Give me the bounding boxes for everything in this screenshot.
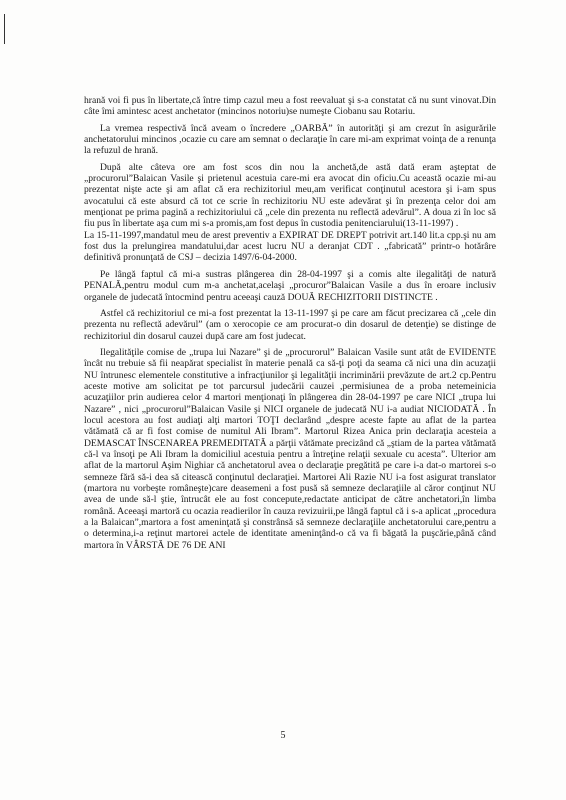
paragraph-6: Astfel că rechizitoriul ce mi-a fost prezentat la 13-11-1997 şi pe care am făcut precizarea că „cele din prezenta nu reflectă adevărul” (am o xerocopie ce am procurat-o din dosarul de detenţie) se distinge de rechizitoriul din dosarul cauzei după care am fost judecat. [84,307,496,342]
body-text [84,95,496,551]
paragraph-2: La vremea respectivă încă aveam o încredere „OARBĂ” în autorităţi şi am crezut în asigurările anchetatorului mincinos ,ocazie cu care am semnat o declaraţie în care mi-am exprimat voinţa de a renunţa la refuzul de hrană. [84,122,496,157]
page-number: 5 [280,730,286,741]
paragraph-7: Ilegalităţile comise de „trupa lui Nazare” şi de „procurorul” Balaican Vasile sunt atât de EVIDENTE încât nu trebuie să fii neapărat specialist în materie penală ca să-ţi poţi da seama că nici una din acuzaţii NU întrunesc elementele constitutive a infracţiunilor şi legalităţii incriminării prevăzute de art.2 cp.Pentru aceste motive am solicitat pe tot parcursul judecării cauzei ,permisiunea de a proba netemeinicia acuzaţiilor prin audierea celor 4 martori menţionaţi în plângerea din 28-04-1997 pe care NICI „trupa lui Nazare” , nici „procurorul”Balaican Vasile şi NICI organele de judecată NU i-a audiat NICIODATĂ . În locul acestora au fost audiaţi alţi martori TOŢI declarând „despre aceste fapte au aflat de la partea vătămată că ar fi fost comise de numitul Ali Ibram”. Martorul Rizea Anica prin declaraţia acesteia a DEMASCAT ÎNSCENAREA PREMEDITATĂ a părţii vătămate precizând că „ştiam de la partea vătămată că-l va însoţi pe Ali Ibram la domiciliul acestuia pentru a întreţine relaţii sexuale cu acesta”. Ulterior am aflat de la martorul Aşim Nighiar că anchetatorul avea o declaraţie pregătită pe care i-a dat-o martorei s-o semneze fără să-i dea să citească conţinutul declaraţiei. Martorei Ali Razie NU i-a fost asigurat translator (martora nu vorbeşte româneşte)care deasemeni a fost pusă să semneze declaraţiile al căror conţinut NU avea de unde să-l ştie, întrucât ele au fost concepute,redactate anticipat de către anchetatori,în limba română. Aceeaşi martoră cu ocazia readierilor în cauza revizuirii,pe lângă faptul că i s-a aplicat „procedura a la Balaican”,martora a fost ameninţată şi constrânsă să semneze declaraţiile anchetatorului care,pentru a o determina,i-a reţinut martorei actele de identitate ameninţând-o că va fi băgată la puşcărie,până când martora în VÂRSTĂ DE 76 DE ANI [84,346,496,551]
scan-edge-mark [4,14,5,44]
paragraph-5: Pe lângă faptul că mi-a sustras plângerea din 28-04-1997 şi a comis alte ilegalităţi de natură PENALĂ,pentru modul cum m-a anchetat,acelaşi „procuror”Balaican Vasile a dus în eroare inclusiv organele de judecată întocmind pentru aceeaşi cauză DOUĂ RECHIZITORII DISTINCTE . [84,268,496,303]
paragraph-4: La 15-11-1997,mandatul meu de arest preventiv a EXPIRAT DE DREPT potrivit art.140 lit.a cpp.şi nu am fost dus la prelungirea mandatului,dar acest lucru NU a deranjat CDT . „fabricată” printr-o hotărâre definitivă pronunţată de CSJ – decizia 1497/6-04-2000. [84,229,496,264]
paragraph-1: hrană voi fi pus în libertate,că între timp cazul meu a fost reevaluat şi s-a constatat că nu sunt vinovat.Din câte îmi amintesc acest anchetator (mincinos notoriu)se numeşte Ciobanu sau Rotariu. [84,95,496,118]
paragraph-3: După alte câteva ore am fost scos din nou la anchetă,de astă dată eram aşteptat de „procurorul”Balaican Vasile şi prietenul acestuia care-mi era avocat din oficiu.Cu această ocazie mi-au prezentat nişte acte şi am aflat că era rechizitoriul meu,am verificat conţinutul acestora şi i-am spus avocatului că este absurd că tot ce scrie în rechizitoriu NU este adevărat şi în prezenţa celor doi am menţionat pe prima pagină a rechizitoriului că „cele din prezenta nu reflectă adevărul”. A doua zi în loc să fiu pus în libertate aşa cum mi s-a promis,am fost depus în custodia penitenciarului(13-11-1997) . [84,161,496,230]
